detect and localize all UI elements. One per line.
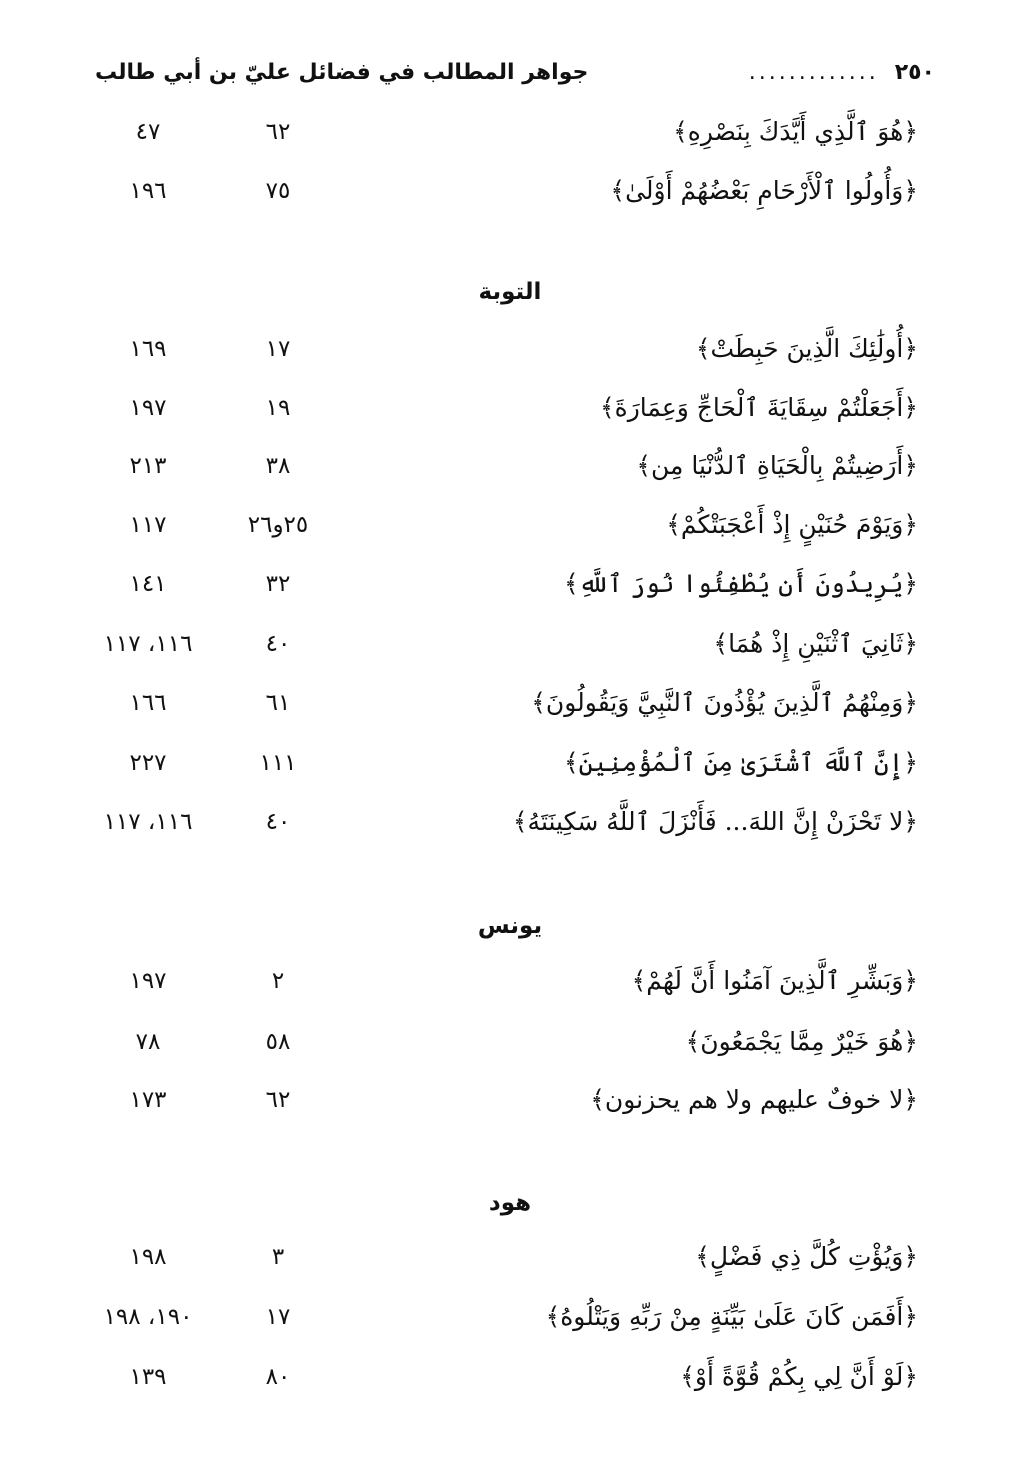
page-refs: ١٦٦ [129, 690, 167, 716]
index-row [0, 961, 1023, 1001]
page-refs: ٢١٣ [129, 453, 167, 479]
index-row [0, 564, 1023, 604]
index-row [0, 683, 1023, 723]
index-row [0, 446, 1023, 486]
index-row [0, 1022, 1023, 1062]
ayah-number: ٣٢ [265, 571, 291, 597]
ayah-number: ٣٨ [265, 453, 291, 479]
page-refs: ١١٦، ١١٧ [103, 809, 193, 835]
surah-heading: هود [488, 1190, 532, 1216]
page-refs: ١١٦، ١١٧ [103, 631, 193, 657]
page-refs: ١٦٩ [129, 336, 167, 362]
page-refs: ١١٧ [129, 512, 167, 538]
verse-text: ﴿وَيُؤْتِ كُلَّ ذِي فَضْلٍ﴾ [695, 1242, 918, 1271]
index-row [0, 624, 1023, 664]
verse-text: ﴿وَيَوْمَ حُنَيْنٍ إِذْ أَعْجَبَتْكُمْ﴾ [666, 510, 918, 539]
index-row [0, 112, 1023, 152]
verse-text: ﴿وَبَشِّرِ ٱلَّذِينَ آمَنُوا أَنَّ لَهُمْ﴾ [631, 966, 918, 995]
surah-heading: يونس [477, 913, 543, 939]
page-refs: ١٩٧ [129, 968, 167, 994]
verse-text: ﴿يُرِيدُونَ أَن يُطْفِئُوا نُورَ ٱللَّهِ﴾ [563, 569, 918, 598]
index-row [0, 388, 1023, 428]
ayah-number: ٦١ [265, 690, 291, 716]
ayah-number: ١٧ [265, 336, 291, 362]
page-refs: ٧٨ [135, 1029, 161, 1055]
ayah-number: ٤٠ [265, 809, 291, 835]
index-row [0, 171, 1023, 211]
page-refs: ١٣٩ [129, 1364, 167, 1390]
verse-text: ﴿لَوْ أَنَّ لِي بِكُمْ قُوَّةً أَوْ﴾ [680, 1362, 918, 1391]
page-refs: ١٤١ [129, 571, 167, 597]
ayah-number: ٢ [271, 968, 285, 994]
verse-text: ﴿وَأُولُوا ٱلْأَرْحَامِ بَعْضُهُمْ أَوْلَىٰ﴾ [610, 176, 918, 205]
verse-text: ﴿أَجَعَلْتُمْ سِقَايَةَ ٱلْحَاجِّ وَعِمَارَةَ﴾ [599, 393, 918, 422]
verse-text: ﴿أُولَٰئِكَ الَّذِينَ حَبِطَتْ﴾ [695, 334, 918, 363]
verse-text: ﴿أَفَمَن كَانَ عَلَىٰ بَيِّنَةٍ مِنْ رَبِّهِ وَيَتْلُوهُ﴾ [545, 1302, 918, 1331]
verse-text: ﴿هُوَ ٱلَّذِي أَيَّدَكَ بِنَصْرِهِ﴾ [673, 117, 918, 146]
index-row [0, 802, 1023, 842]
page-refs: ١٩٧ [129, 395, 167, 421]
ayah-number: ٦٢ [265, 119, 291, 145]
ayah-number: ٣ [271, 1244, 285, 1270]
page-refs: ٢٢٧ [129, 750, 167, 776]
ayah-number: ٨٠ [265, 1364, 291, 1390]
page-refs: ١٩٠، ١٩٨ [103, 1304, 193, 1330]
index-row [0, 1237, 1023, 1277]
page-refs: ١٩٦ [129, 178, 167, 204]
ayah-number: ١٩ [265, 395, 291, 421]
index-row [0, 1080, 1023, 1120]
verse-text: ﴿هُوَ خَيْرٌ مِمَّا يَجْمَعُونَ﴾ [685, 1027, 918, 1056]
page-refs: ١٩٨ [129, 1244, 167, 1270]
header-leader-dots: ............. [748, 59, 879, 85]
ayah-number: ٥٨ [265, 1029, 291, 1055]
index-row [0, 505, 1023, 545]
ayah-number: ٤٠ [265, 631, 291, 657]
verse-text: ﴿إِنَّ ٱللَّهَ ٱشْتَرَىٰ مِنَ ٱلْمُؤْمِنِينَ﴾ [563, 748, 918, 777]
index-row [0, 1297, 1023, 1337]
verse-text: ﴿ثَانِيَ ٱثْنَيْنِ إِذْ هُمَا﴾ [713, 629, 918, 658]
running-header [95, 55, 935, 89]
index-row [0, 1357, 1023, 1397]
index-row [0, 329, 1023, 369]
verse-text: ﴿وَمِنْهُمُ ٱلَّذِينَ يُؤْذُونَ ٱلنَّبِيَّ وَيَقُولُونَ﴾ [531, 688, 918, 717]
ayah-number: ٢٥و٢٦ [247, 512, 309, 538]
verse-text: ﴿أَرَضِيتُمْ بِالْحَيَاةِ ٱلدُّنْيَا مِن﴾ [636, 451, 918, 480]
ayah-number: ١١١ [259, 750, 297, 776]
page-refs: ١٧٣ [129, 1087, 167, 1113]
ayah-number: ٧٥ [265, 178, 291, 204]
verse-text: ﴿لا خوفٌ عليهم ولا هم يحزنون﴾ [590, 1085, 918, 1114]
verse-text: ﴿لا تَحْزَنْ إِنَّ اللهَ... فَأَنْزَلَ ٱللَّهُ سَكِينَتَهُ﴾ [512, 807, 918, 836]
page-refs: ٤٧ [135, 119, 161, 145]
book-title: جواهر المطالب في فضائل عليّ بن أبي طالب [95, 59, 589, 85]
ayah-number: ١٧ [265, 1304, 291, 1330]
page-number: ٢٥٠ [894, 59, 935, 85]
index-row [0, 743, 1023, 783]
surah-heading: التوبة [478, 279, 542, 305]
ayah-number: ٦٢ [265, 1087, 291, 1113]
